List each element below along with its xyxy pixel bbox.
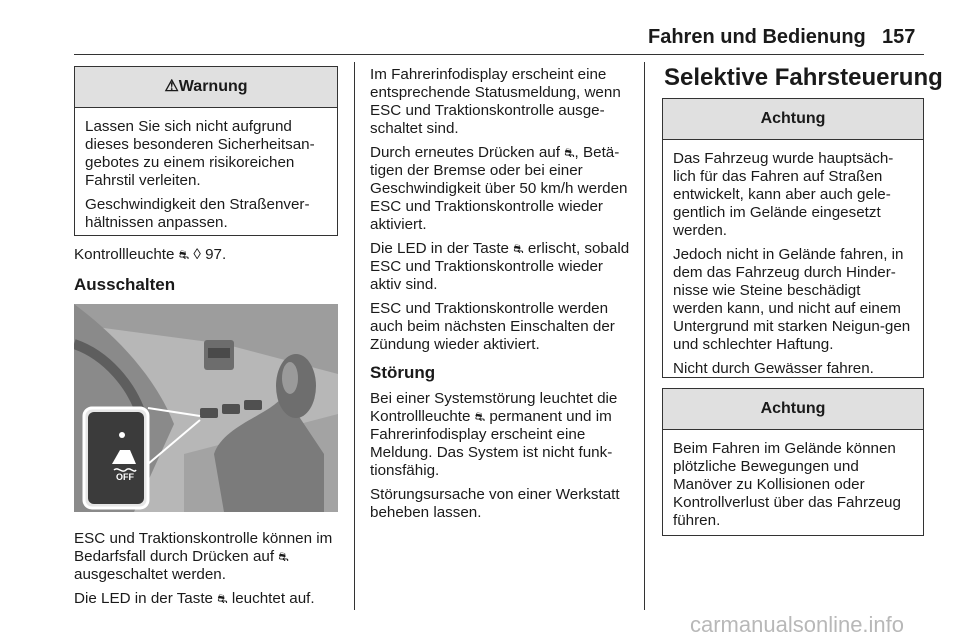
caution-body-2 <box>663 430 923 542</box>
caution-body-1 <box>663 140 923 390</box>
console-illustration <box>74 304 338 512</box>
caution-1-text-3: Nicht durch Gewässer fahren. <box>673 360 874 377</box>
warning-box <box>74 66 338 236</box>
col2-text-3 <box>370 240 634 294</box>
ausschalten-text-1 <box>74 530 344 584</box>
section-title: Selektive Fahrsteuerung <box>664 64 943 91</box>
console-figure <box>74 304 338 512</box>
warning-title: Warnung <box>178 78 248 95</box>
esc-button-icon: ⛐ <box>278 550 289 564</box>
page-number: 157 <box>882 26 916 48</box>
col2-text-4: ESC und Traktionskontrolle werden auch beim nächsten Einschalten der Zündung wieder aktiviert. <box>370 300 615 353</box>
off-label: OFF <box>116 472 134 482</box>
ausschalten-text-2b: leuchtet auf. <box>231 590 315 607</box>
ausschalten-text-1a: ESC und Traktionskontrolle können im Bedarfsfall durch Drücken auf <box>74 530 333 565</box>
page-header-title: Fahren und Bedienung <box>648 26 866 48</box>
caution-header-2: Achtung <box>663 389 923 430</box>
col2-text-5 <box>370 390 634 480</box>
warning-header <box>75 67 337 108</box>
ausschalten-text-2a: Die LED in der Taste <box>74 590 214 607</box>
column-divider-1 <box>354 62 355 610</box>
col2-text-5a: Bei einer Systemstörung leuchtet die Kontrollleuchte <box>370 390 618 425</box>
col2-text-2b: , Betä-tigen der Bremse oder bei einer Geschwindigkeit über 50 km/h werden ESC und Traktionskontrolle wieder aktiviert. <box>370 144 628 233</box>
esc-button-icon: ⛐ <box>513 242 524 256</box>
column-1-bottom <box>74 530 344 614</box>
column-1-text <box>74 246 344 300</box>
column-divider-2 <box>644 62 645 610</box>
esc-button-icon: ⛐ <box>564 146 575 160</box>
col2-text-5b: permanent und im Fahrerinfodisplay erscheint eine Meldung. Das System ist nicht funk-tionsfähig. <box>370 408 613 479</box>
col2-text-6: Störungsursache von einer Werkstatt beheben lassen. <box>370 486 620 521</box>
caution-header-1: Achtung <box>663 99 923 140</box>
col2-text-3b: erlischt, sobald ESC und Traktionskontrolle wieder aktiv sind. <box>370 240 630 293</box>
page-ref-icon: ◊ <box>193 246 201 263</box>
watermark: carmanualsonline.info <box>690 612 905 637</box>
kontrollleuchte-ref <box>74 246 344 264</box>
stoerung-heading: Störung <box>370 363 436 382</box>
col2-text-1: Im Fahrerinfodisplay erscheint eine entsprechende Statusmeldung, wenn ESC und Traktionskontrolle ausge-schaltet sind. <box>370 66 621 137</box>
caution-box-2 <box>662 388 924 536</box>
kontrollleuchte-page: 97. <box>205 246 227 263</box>
col2-text-3a: Die LED in der Taste <box>370 240 510 257</box>
esc-warning-icon: ⛐ <box>474 410 486 424</box>
esc-warning-icon: ⛐ <box>178 248 190 262</box>
warning-text-1: Lassen Sie sich nicht aufgrund dieses besonderen Sicherheitsan-gebotes zu einem risikoreichen Fahrstil verleiten. <box>85 118 315 189</box>
caution-1-text-1: Das Fahrzeug wurde hauptsäch-lich für das Fahren auf Straßen entwickelt, kann aber auch gele-gentlich im Gelände eingesetzt werden. <box>673 150 894 239</box>
esc-button-icon: ⛐ <box>217 592 228 606</box>
warning-text-2: Geschwindigkeit den Straßenver-hältnissen anpassen. <box>85 196 310 231</box>
col2-text-2a: Durch erneutes Drücken auf <box>370 144 560 161</box>
caution-2-text-1: Beim Fahren im Gelände können plötzliche Bewegungen und Manöver zu Kollisionen oder Kontrollverlust über das Fahrzeug führen. <box>673 440 901 529</box>
ausschalten-text-2 <box>74 590 344 608</box>
col2-text-2 <box>370 144 634 234</box>
warning-body <box>75 108 337 244</box>
caution-box-1 <box>662 98 924 378</box>
kontrollleuchte-label: Kontrollleuchte <box>74 246 175 263</box>
ausschalten-heading: Ausschalten <box>74 275 176 294</box>
ausschalten-text-1b: ausgeschaltet werden. <box>74 566 226 583</box>
caution-1-text-2: Jedoch nicht in Gelände fahren, in dem das Fahrzeug durch Hinder-nisse wie Steine beschädigt werden kann, und nicht auf einem Untergrund mit starken Neigun-gen und schlechter Haftung. <box>673 246 911 353</box>
column-2-text <box>370 66 634 528</box>
warning-icon: ⚠ <box>164 78 179 95</box>
header-rule <box>74 54 924 55</box>
